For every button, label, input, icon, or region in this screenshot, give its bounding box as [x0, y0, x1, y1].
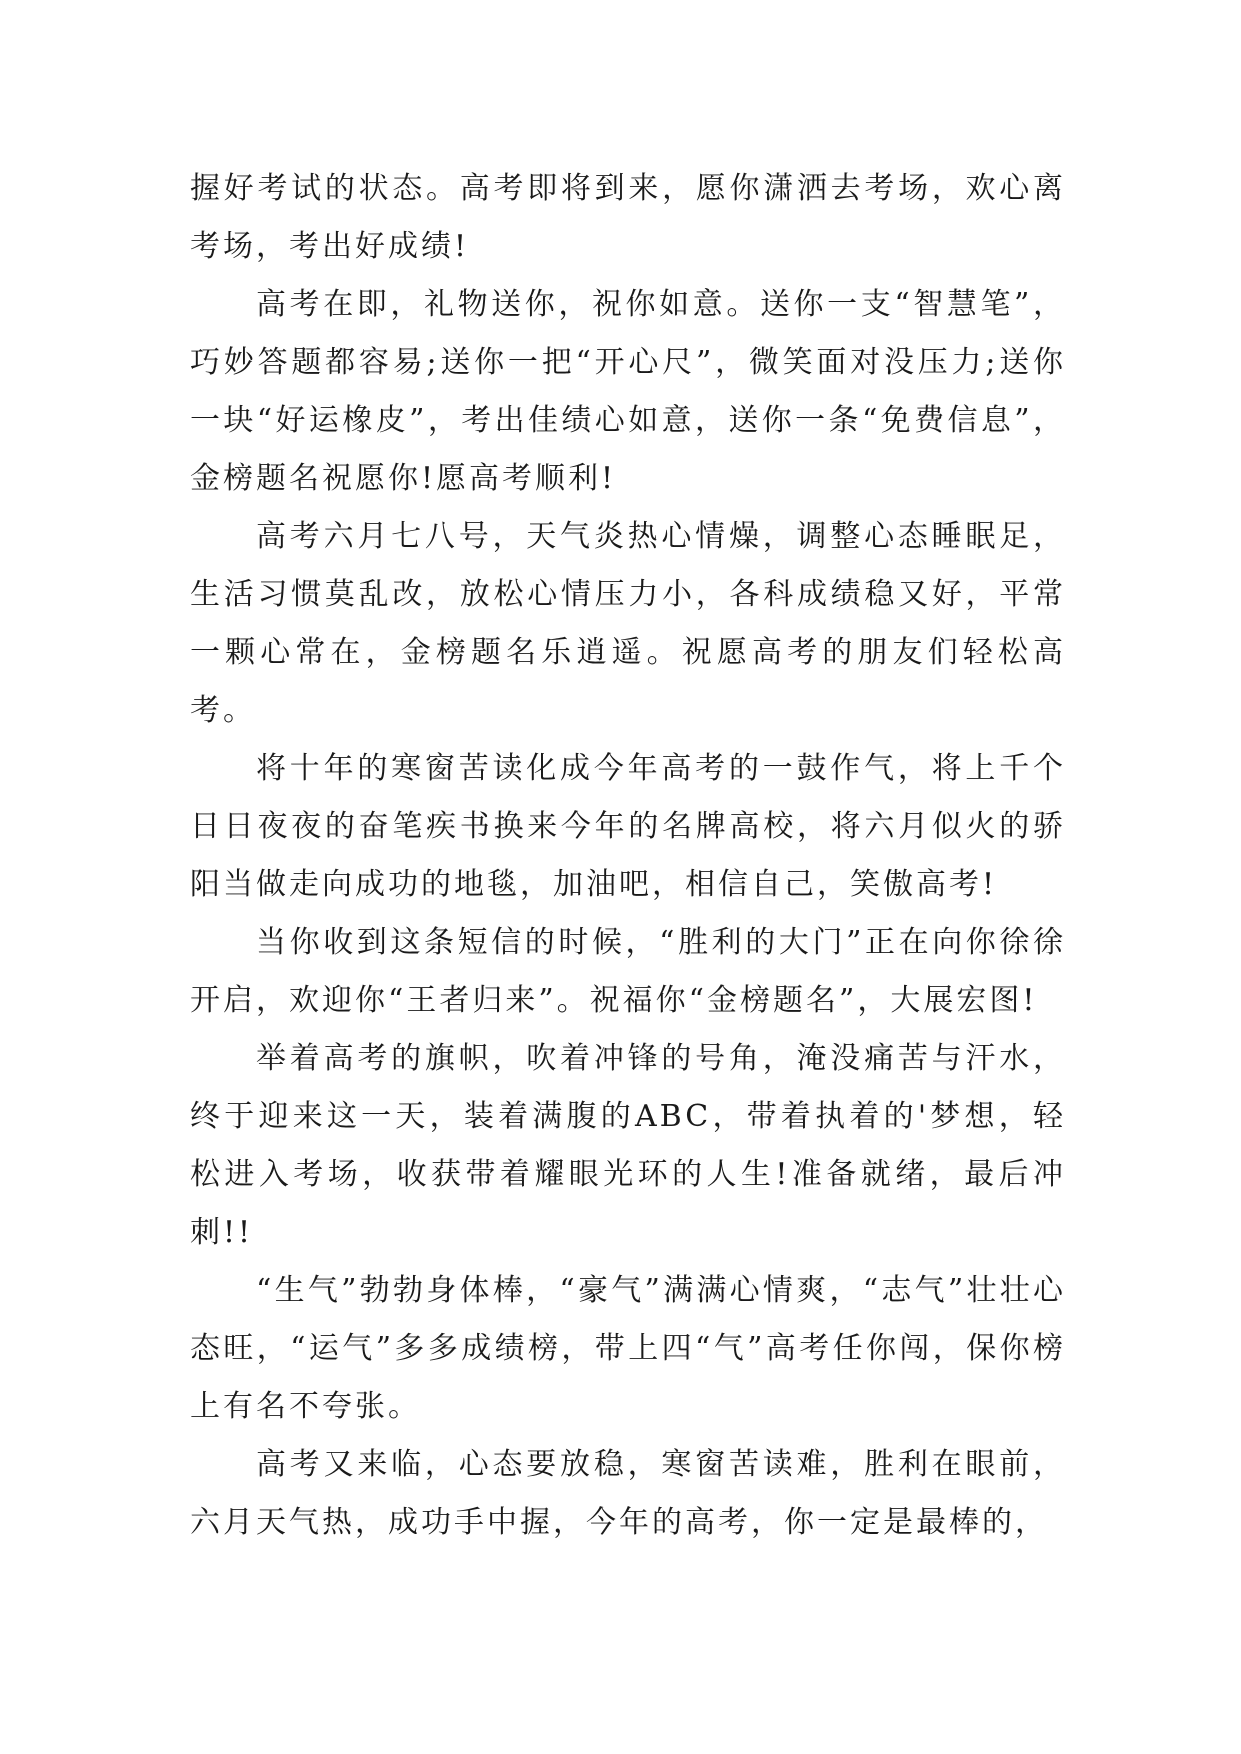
- paragraph-4: 将十年的寒窗苦读化成今年高考的一鼓作气，将上千个日日夜夜的奋笔疾书换来今年的名牌高校，将六月似火的骄阳当做走向成功的地毯，加油吧，相信自己，笑傲高考!: [190, 751, 1066, 902]
- paragraph-2: 高考在即，礼物送你，祝你如意。送你一支“智慧笔”，巧妙答题都容易;送你一把“开心尺”，微笑面对没压力;送你一块“好运橡皮”，考出佳绩心如意，送你一条“免费信息”，金榜题名祝愿你!愿高考顺利!: [190, 287, 1066, 496]
- paragraph-7: “生气”勃勃身体棒，“豪气”满满心情爽，“志气”壮壮心态旺，“运气”多多成绩榜，带上四“气”高考任你闯，保你榜上有名不夸张。: [190, 1273, 1066, 1424]
- paragraph-1: 握好考试的状态。高考即将到来，愿你潇洒去考场，欢心离考场，考出好成绩!: [190, 171, 1066, 264]
- paragraph-3: 高考六月七八号，天气炎热心情燥，调整心态睡眠足，生活习惯莫乱改，放松心情压力小，各科成绩稳又好，平常一颗心常在，金榜题名乐逍遥。祝愿高考的朋友们轻松高考。: [190, 519, 1066, 728]
- paragraph-8: 高考又来临，心态要放稳，寒窗苦读难，胜利在眼前，六月天气热，成功手中握，今年的高考，你一定是最棒的，: [190, 1447, 1066, 1540]
- paragraph-5: 当你收到这条短信的时候，“胜利的大门”正在向你徐徐开启，欢迎你“王者归来”。祝福你“金榜题名”，大展宏图!: [190, 925, 1066, 1018]
- document-body: [190, 160, 1066, 1552]
- paragraph-6: 举着高考的旗帜，吹着冲锋的号角，淹没痛苦与汗水，终于迎来这一天，装着满腹的ABC，带着执着的'梦想，轻松进入考场，收获带着耀眼光环的人生!准备就绪，最后冲刺!!: [190, 1041, 1066, 1250]
